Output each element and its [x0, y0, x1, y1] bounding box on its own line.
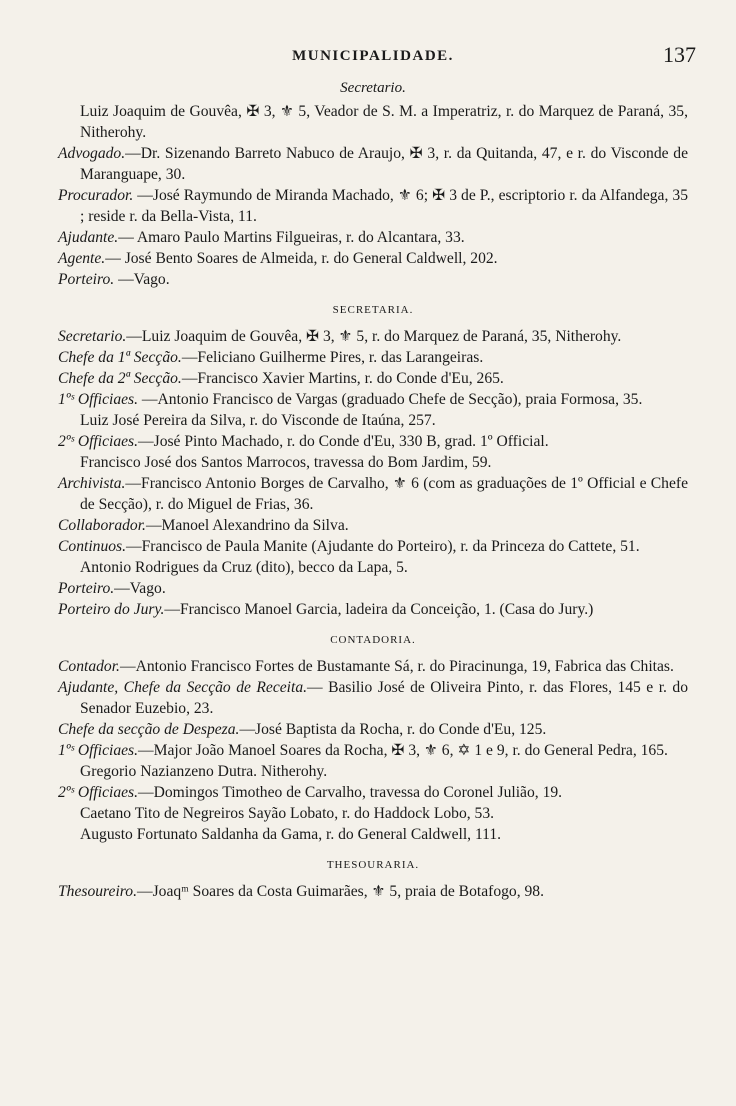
- entry-text: —Joaqᵐ Soares da Costa Guimarães, ⚜ 5, praia de Botafogo, 98.: [136, 883, 545, 900]
- entry-role: Contador.: [58, 658, 120, 675]
- entry-role: Secretario.: [58, 328, 127, 345]
- entry-role: Porteiro.: [58, 271, 115, 288]
- entry-text: Antonio Rodrigues da Cruz (dito), becco da Lapa, 5.: [80, 559, 408, 576]
- entry-role: Porteiro do Jury.: [58, 601, 165, 618]
- entry-role: Chefe da 1ª Secção.: [58, 349, 182, 366]
- section-heading-secretaria: SECRETARIA.: [332, 304, 414, 316]
- entry-secretaria-0: [58, 326, 688, 347]
- entry-contadoria-2: [58, 719, 688, 740]
- intro-block: [58, 101, 688, 290]
- entry-text: Luiz José Pereira da Silva, r. do Visconde de Itaúna, 257.: [80, 412, 436, 429]
- entry-role: Continuos.: [58, 538, 127, 555]
- entry-role: Porteiro.: [58, 580, 115, 597]
- page-number: 137: [663, 42, 696, 67]
- entry-secretaria-1: [58, 347, 688, 368]
- section-heading-thesouraria: THESOURARIA.: [326, 859, 420, 871]
- entry-secretaria-11: [58, 578, 688, 599]
- entry-secretaria-7: [58, 473, 688, 515]
- entry-text: —José Pinto Machado, r. do Conde d'Eu, 330 B, grad. 1º Official.: [138, 433, 549, 450]
- entry-secretaria-3: [58, 389, 688, 410]
- entry-text: —Luiz Joaquim de Gouvêa, ✠ 3, ⚜ 5, r. do Marquez de Paraná, 35, Nitherohy.: [126, 328, 622, 345]
- entry-secretaria-2: [58, 368, 688, 389]
- entry-text: —Francisco Antonio Borges de Carvalho, ⚜ 6 (com as graduações de 1º Official e Chefe de Secção), r. do Miguel de Frias, 36.: [80, 475, 688, 513]
- entry-text: —Antonio Francisco Fortes de Bustamante Sá, r. do Piracinunga, 19, Fabrica das Chitas.: [119, 658, 674, 675]
- entry-text: —Dr. Sizenando Barreto Nabuco de Araujo, ✠ 3, r. da Quitanda, 47, e r. do Visconde de Maranguape, 30.: [80, 145, 688, 183]
- contadoria-block: [58, 656, 688, 845]
- page-header: [58, 40, 696, 74]
- document-page: [58, 40, 696, 902]
- entry-thesouraria-0: [58, 881, 688, 902]
- entry-role: Ajudante.: [58, 229, 119, 246]
- entry-secretaria-4: [58, 410, 688, 431]
- entry-text: —Vago.: [114, 271, 170, 288]
- section-heading-contadoria: CONTADORIA.: [330, 634, 416, 646]
- entry-secretaria-9: [58, 536, 688, 557]
- entry-intro-3: [58, 227, 688, 248]
- entry-text: — Basilio José de Oliveira Pinto, r. das Flores, 145 e r. do Senador Euzebio, 23.: [80, 679, 688, 717]
- entry-secretaria-8: [58, 515, 688, 536]
- entry-role: 1ºˢ Officiaes.: [58, 742, 139, 759]
- entry-text: —Manoel Alexandrino da Silva.: [145, 517, 349, 534]
- entry-text: —Major João Manoel Soares da Rocha, ✠ 3, ⚜ 6, ✡ 1 e 9, r. do General Pedra, 165.: [138, 742, 668, 759]
- entry-text: — Amaro Paulo Martins Filgueiras, r. do Alcantara, 33.: [118, 229, 465, 246]
- entry-secretaria-6: [58, 452, 688, 473]
- entry-role: Chefe da 2ª Secção.: [58, 370, 182, 387]
- thesouraria-block: [58, 881, 688, 902]
- entry-text: —Antonio Francisco de Vargas (graduado Chefe de Secção), praia Formosa, 35.: [138, 391, 643, 408]
- entry-role: 2ºˢ Officiaes.: [58, 433, 139, 450]
- entry-role: Chefe da secção de Despeza.: [58, 721, 240, 738]
- entry-secretaria-5: [58, 431, 688, 452]
- entry-text: Francisco José dos Santos Marrocos, travessa do Bom Jardim, 59.: [80, 454, 492, 471]
- entry-role: Agente.: [58, 250, 106, 267]
- entry-text: —Francisco de Paula Manite (Ajudante do Porteiro), r. da Princeza do Cattete, 51.: [126, 538, 640, 555]
- running-title: MUNICIPALIDADE.: [292, 48, 454, 64]
- entry-secretaria-12: [58, 599, 688, 620]
- entry-role: Thesoureiro.: [58, 883, 137, 900]
- entry-text: Caetano Tito de Negreiros Sayão Lobato, r. do Haddock Lobo, 53.: [80, 805, 495, 822]
- entry-text: Gregorio Nazianzeno Dutra. Nitherohy.: [80, 763, 328, 780]
- entry-contadoria-1: [58, 677, 688, 719]
- entry-text: Augusto Fortunato Saldanha da Gama, r. do General Caldwell, 111.: [80, 826, 502, 843]
- entry-text: —José Raymundo de Miranda Machado, ⚜ 6; ✠ 3 de P., escriptorio r. da Alfandega, 35 ; reside r. da Bella-Vista, 11.: [80, 187, 688, 225]
- entry-text: —Francisco Manoel Garcia, ladeira da Conceição, 1. (Casa do Jury.): [164, 601, 594, 618]
- entry-intro-5: [58, 269, 688, 290]
- entry-contadoria-5: [58, 782, 688, 803]
- secretaria-block: [58, 326, 688, 620]
- entry-text: — José Bento Soares de Almeida, r. do General Caldwell, 202.: [105, 250, 498, 267]
- entry-text: —Francisco Xavier Martins, r. do Conde d'Eu, 265.: [181, 370, 504, 387]
- entry-contadoria-7: [58, 824, 688, 845]
- entry-intro-4: [58, 248, 688, 269]
- entry-text: —Vago.: [114, 580, 166, 597]
- entry-text: —Domingos Timotheo de Carvalho, travessa do Coronel Julião, 19.: [138, 784, 563, 801]
- entry-intro-0: [58, 101, 688, 143]
- entry-contadoria-0: [58, 656, 688, 677]
- entry-role: Collaborador.: [58, 517, 146, 534]
- entry-role: Advogado.: [58, 145, 126, 162]
- entry-intro-2: [58, 185, 688, 227]
- entry-role: Procurador.: [58, 187, 134, 204]
- entry-text: Luiz Joaquim de Gouvêa, ✠ 3, ⚜ 5, Veador de S. M. a Imperatriz, r. do Marquez de Paraná, 35, Nitherohy.: [80, 103, 688, 141]
- entry-text: —Feliciano Guilherme Pires, r. das Larangeiras.: [181, 349, 484, 366]
- entry-contadoria-4: [58, 761, 688, 782]
- entry-intro-1: [58, 143, 688, 185]
- entry-role: 2ºˢ Officiaes.: [58, 784, 139, 801]
- entry-role: Archivista.: [58, 475, 126, 492]
- entry-contadoria-6: [58, 803, 688, 824]
- subtitle: Secretario.: [340, 80, 406, 96]
- entry-role: Ajudante, Chefe da Secção de Receita.: [58, 679, 308, 696]
- entry-contadoria-3: [58, 740, 688, 761]
- entry-text: —José Baptista da Rocha, r. do Conde d'Eu, 125.: [239, 721, 547, 738]
- entry-secretaria-10: [58, 557, 688, 578]
- entry-role: 1ºˢ Officiaes.: [58, 391, 139, 408]
